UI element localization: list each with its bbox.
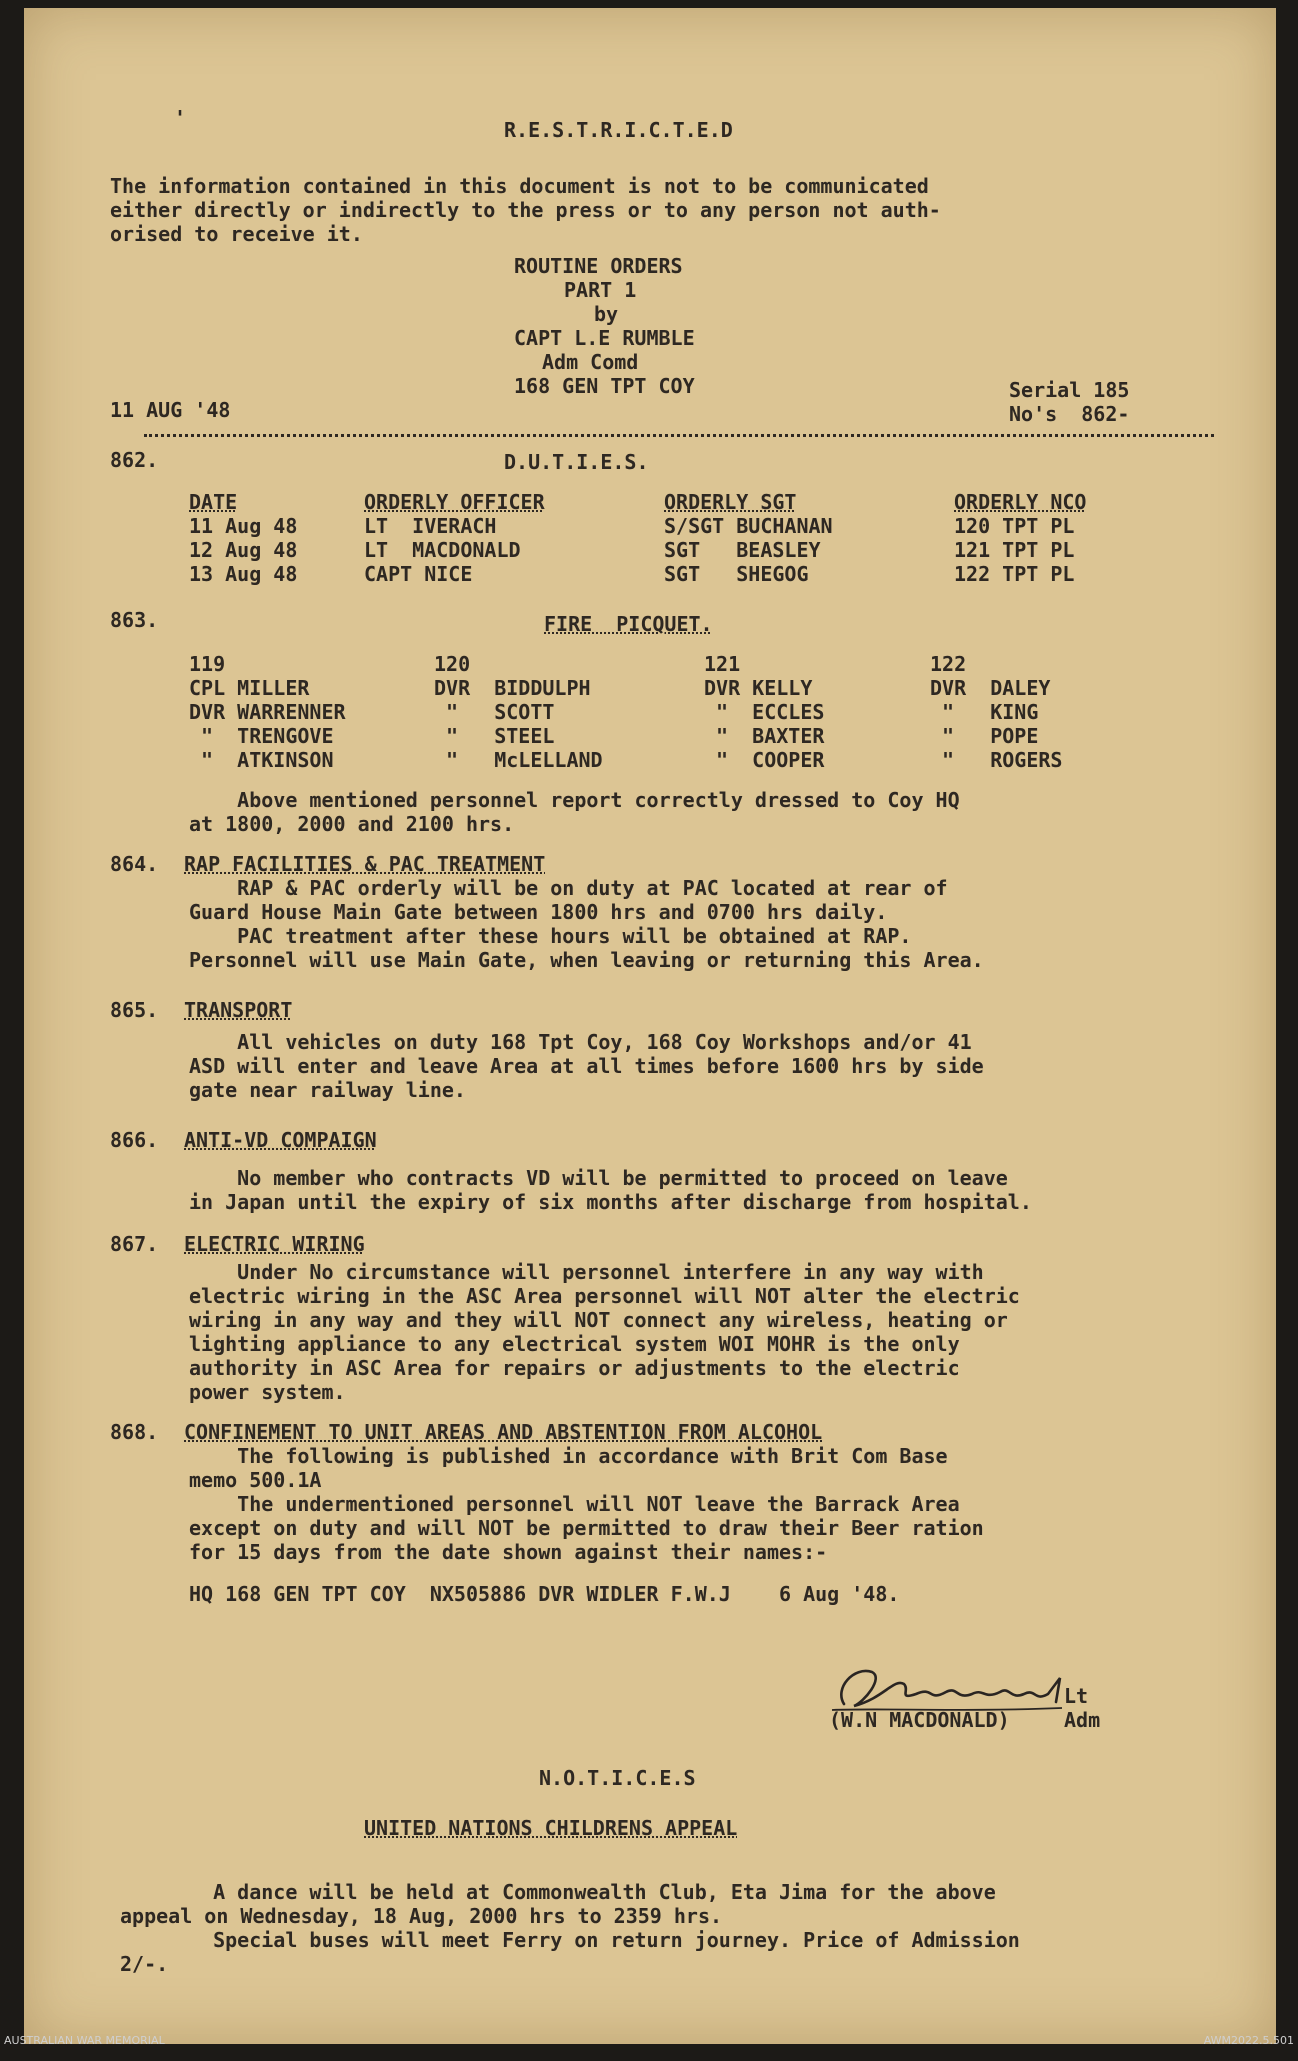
order-numbers: No's 862- xyxy=(1009,402,1130,426)
order-title: ELECTRIC WIRING xyxy=(184,1232,365,1256)
order-number: 868. xyxy=(110,1420,159,1444)
duties-cell: 13 Aug 48 xyxy=(189,562,298,586)
order-text-line: electric wiring in the ASC Area personnel will NOT alter the electric xyxy=(189,1284,1020,1308)
order-text-line: lighting appliance to any electrical system WOI MOHR is the only xyxy=(189,1332,960,1356)
picquet-unit: 120 xyxy=(434,652,471,676)
divider-line xyxy=(144,434,1214,437)
duties-cell: 12 Aug 48 xyxy=(189,538,298,562)
order-text-line: Under No circumstance will personnel interfere in any way with xyxy=(189,1260,984,1284)
picquet-name: " KING xyxy=(930,700,1039,724)
order-title: TRANSPORT xyxy=(184,998,293,1022)
order-text-line: authority in ASC Area for repairs or adjustments to the electric xyxy=(189,1356,960,1380)
picquet-name: " TRENGOVE xyxy=(189,724,334,748)
picquet-name: CPL MILLER xyxy=(189,676,310,700)
duties-column-header: ORDERLY NCO xyxy=(954,490,1087,514)
duties-column-header: ORDERLY OFFICER xyxy=(364,490,545,514)
order-number: 864. xyxy=(110,852,159,876)
order-text-line: wiring in any way and they will NOT connect any wireless, heating or xyxy=(189,1308,1008,1332)
security-notice-line: orised to receive it. xyxy=(110,222,363,246)
picquet-name: " ECCLES xyxy=(704,700,825,724)
order-title: CONFINEMENT TO UNIT AREAS AND ABSTENTION FROM ALCOHOL xyxy=(184,1420,823,1444)
order-date: 11 AUG '48 xyxy=(110,398,231,422)
duties-column-header: DATE xyxy=(189,490,238,514)
notices-heading: N.O.T.I.C.E.S xyxy=(539,1766,696,1790)
fire-picquet-number: 863. xyxy=(110,608,159,632)
duties-heading: D.U.T.I.E.S. xyxy=(504,450,649,474)
notice-subheading: UNITED NATIONS CHILDRENS APPEAL xyxy=(364,1816,738,1840)
notice-text-line: appeal on Wednesday, 18 Aug, 2000 hrs to 2359 hrs. xyxy=(120,1904,723,1928)
order-text-line: Personnel will use Main Gate, when leaving or returning this Area. xyxy=(189,948,984,972)
duties-cell: 122 TPT PL xyxy=(954,562,1075,586)
order-text-line: All vehicles on duty 168 Tpt Coy, 168 Coy Workshops and/or 41 xyxy=(189,1030,972,1054)
order-text-line: The undermentioned personnel will NOT leave the Barrack Area xyxy=(189,1492,960,1516)
orders-title-line: 168 GEN TPT COY xyxy=(514,374,695,398)
picquet-name: " ROGERS xyxy=(930,748,1063,772)
order-title: RAP FACILITIES & PAC TREATMENT xyxy=(184,852,546,876)
orders-title-line: by xyxy=(594,302,619,326)
notice-text-line: 2/-. xyxy=(120,1952,169,1976)
picquet-unit: 121 xyxy=(704,652,741,676)
picquet-name: " POPE xyxy=(930,724,1039,748)
order-number: 867. xyxy=(110,1232,159,1256)
order-text-line: power system. xyxy=(189,1380,346,1404)
picquet-name: DVR BIDDULPH xyxy=(434,676,591,700)
duties-cell: S/SGT BUCHANAN xyxy=(664,514,833,538)
picquet-name: " STEEL xyxy=(434,724,555,748)
picquet-name: " McLELLAND xyxy=(434,748,603,772)
order-text-line: for 15 days from the date shown against their names:- xyxy=(189,1540,828,1564)
picquet-unit: 122 xyxy=(930,652,967,676)
order-text-line: except on duty and will NOT be permitted to draw their Beer ration xyxy=(189,1516,984,1540)
duties-cell: 121 TPT PL xyxy=(954,538,1075,562)
picquet-instruction-line: Above mentioned personnel report correctly dressed to Coy HQ xyxy=(189,788,960,812)
order-text-line: gate near railway line. xyxy=(189,1078,466,1102)
order-text-line: PAC treatment after these hours will be obtained at RAP. xyxy=(189,924,912,948)
orders-title-line: Adm Comd xyxy=(542,350,639,374)
duties-cell: SGT SHEGOG xyxy=(664,562,809,586)
duties-cell: LT MACDONALD xyxy=(364,538,521,562)
security-notice-line: The information contained in this document is not to be communicated xyxy=(110,174,929,198)
picquet-name: DVR KELLY xyxy=(704,676,813,700)
duties-cell: 11 Aug 48 xyxy=(189,514,298,538)
picquet-instruction-line: at 1800, 2000 and 2100 hrs. xyxy=(189,812,515,836)
notice-text-line: A dance will be held at Commonwealth Club, Eta Jima for the above xyxy=(189,1880,996,1904)
order-text-line: ASD will enter and leave Area at all times before 1600 hrs by side xyxy=(189,1054,984,1078)
duties-cell: LT IVERACH xyxy=(364,514,497,538)
picquet-name: " BAXTER xyxy=(704,724,825,748)
order-text-line: HQ 168 GEN TPT COY NX505886 DVR WIDLER F.W.J 6 Aug '48. xyxy=(189,1582,900,1606)
stray-mark: ' xyxy=(174,106,187,130)
duties-number: 862. xyxy=(110,448,159,472)
signatory-appointment: Adm xyxy=(1064,1708,1101,1732)
order-text-line: RAP & PAC orderly will be on duty at PAC located at rear of xyxy=(189,876,948,900)
signatory-rank: Lt xyxy=(1064,1684,1089,1708)
picquet-name: DVR DALEY xyxy=(930,676,1051,700)
order-number: 865. xyxy=(110,998,159,1022)
serial-number: Serial 185 xyxy=(1009,378,1130,402)
archive-reference: AWM2022.5.501 xyxy=(1203,2034,1294,2047)
fire-picquet-heading: FIRE PICQUET. xyxy=(544,612,713,636)
document-page xyxy=(24,8,1276,2044)
picquet-name: " COOPER xyxy=(704,748,825,772)
order-text-line: in Japan until the expiry of six months after discharge from hospital. xyxy=(189,1190,1032,1214)
orders-title-line: CAPT L.E RUMBLE xyxy=(514,326,695,350)
security-notice-line: either directly or indirectly to the press or to any person not auth- xyxy=(110,198,941,222)
classification-heading: R.E.S.T.R.I.C.T.E.D xyxy=(504,118,733,142)
picquet-name: DVR WARRENNER xyxy=(189,700,346,724)
picquet-unit: 119 xyxy=(189,652,226,676)
orders-title-line: PART 1 xyxy=(564,278,637,302)
order-text-line: memo 500.1A xyxy=(189,1468,322,1492)
picquet-name: " SCOTT xyxy=(434,700,555,724)
order-number: 866. xyxy=(110,1128,159,1152)
order-title: ANTI-VD COMPAIGN xyxy=(184,1128,377,1152)
picquet-name: " ATKINSON xyxy=(189,748,334,772)
duties-cell: SGT BEASLEY xyxy=(664,538,821,562)
archive-credit: AUSTRALIAN WAR MEMORIAL xyxy=(4,2034,165,2047)
notice-text-line: Special buses will meet Ferry on return journey. Price of Admission xyxy=(189,1928,1020,1952)
order-text-line: No member who contracts VD will be permitted to proceed on leave xyxy=(189,1166,1008,1190)
duties-cell: CAPT NICE xyxy=(364,562,473,586)
duties-cell: 120 TPT PL xyxy=(954,514,1075,538)
duties-column-header: ORDERLY SGT xyxy=(664,490,797,514)
order-text-line: Guard House Main Gate between 1800 hrs and 0700 hrs daily. xyxy=(189,900,888,924)
order-text-line: The following is published in accordance with Brit Com Base xyxy=(189,1444,948,1468)
signatory-name: (W.N MACDONALD) xyxy=(829,1708,1010,1732)
orders-title-line: ROUTINE ORDERS xyxy=(514,254,683,278)
